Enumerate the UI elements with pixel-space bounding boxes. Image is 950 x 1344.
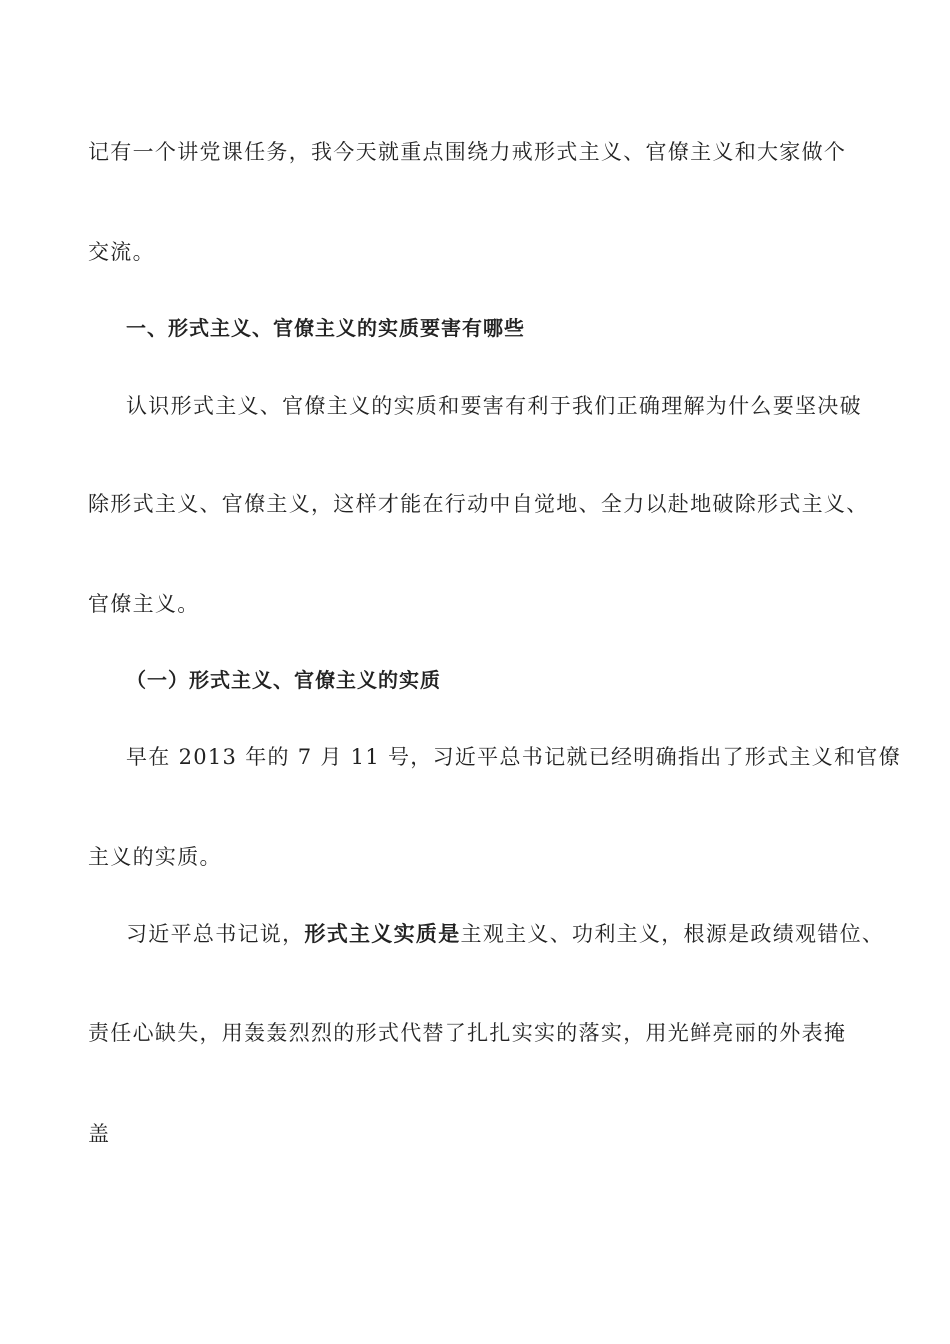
quote-bold: 形式主义实质是 [304,922,461,946]
paragraph-line: 盖 [88,1122,111,1146]
paragraph-line: 认识形式主义、官僚主义的实质和要害有利于我们正确理解为什么要坚决破 [126,394,862,418]
quote-line [126,920,884,948]
paragraph-line: 记有一个讲党课任务，我今天就重点围绕力戒形式主义、官僚主义和大家做个 [88,140,847,164]
paragraph-line: 主义的实质。 [88,845,222,869]
paragraph-line: 交流。 [88,240,155,264]
subsection-heading: （一）形式主义、官僚主义的实质 [126,668,441,692]
paragraph-line: 早在 2013 年的 7 月 11 号，习近平总书记就已经明确指出了形式主义和官僚 [126,745,901,769]
quote-prefix: 习近平总书记说， [126,922,305,946]
paragraph-line: 除形式主义、官僚主义，这样才能在行动中自觉地、全力以赴地破除形式主义、 [88,492,869,516]
paragraph-line: 责任心缺失，用轰轰烈烈的形式代替了扎扎实实的落实，用光鲜亮丽的外表掩 [88,1021,847,1045]
section-heading: 一、形式主义、官僚主义的实质要害有哪些 [126,316,525,340]
paragraph-line: 官僚主义。 [88,592,200,616]
quote-suffix: 主观主义、功利主义，根源是政绩观错位、 [460,922,885,946]
